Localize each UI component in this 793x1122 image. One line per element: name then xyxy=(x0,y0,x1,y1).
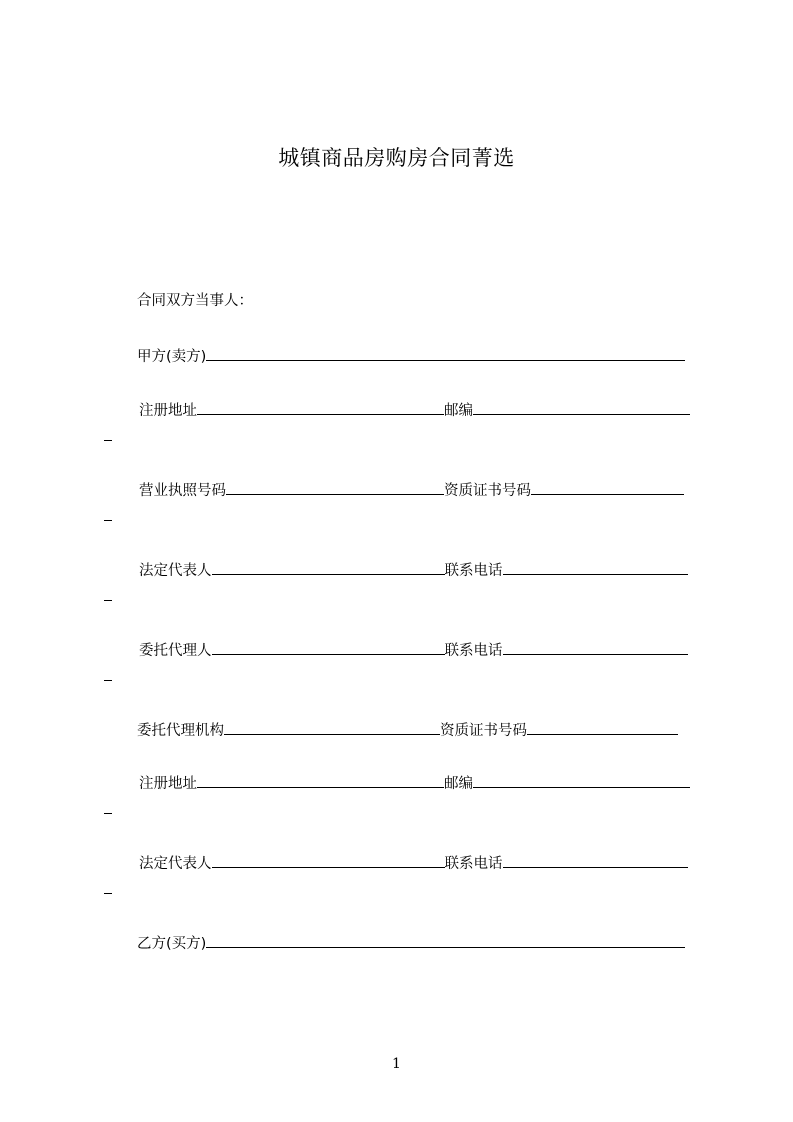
postcode-blank xyxy=(473,399,690,415)
license-row xyxy=(139,479,684,500)
dash-mark xyxy=(104,813,112,814)
postcode-label: 邮编 xyxy=(444,776,473,792)
phone-blank xyxy=(503,559,688,575)
phone-label: 联系电话 xyxy=(444,643,503,659)
reg-address-label: 注册地址 xyxy=(139,776,197,792)
buyer-row xyxy=(137,932,685,953)
dash-mark xyxy=(104,893,112,894)
agency-address-row xyxy=(139,772,690,793)
dash-mark xyxy=(104,520,112,521)
phone-label: 联系电话 xyxy=(444,563,503,579)
phone-label: 联系电话 xyxy=(444,856,503,872)
seller-label: 甲方(卖方) xyxy=(137,349,207,365)
phone-blank xyxy=(503,639,688,655)
legal-rep-label: 法定代表人 xyxy=(139,856,212,872)
dash-mark xyxy=(104,680,112,681)
dash-mark xyxy=(104,440,112,441)
reg-address-blank xyxy=(197,399,444,415)
seller-address-row xyxy=(139,399,690,420)
agency-label: 委托代理机构 xyxy=(137,723,224,739)
page-number: 1 xyxy=(392,1056,401,1072)
parties-heading: 合同双方当事人： xyxy=(137,293,253,309)
reg-address-blank xyxy=(197,772,444,788)
postcode-blank xyxy=(473,772,690,788)
agent-row xyxy=(139,639,688,660)
legal-rep-blank xyxy=(212,852,445,868)
qualification-blank xyxy=(531,479,684,495)
reg-address-label: 注册地址 xyxy=(139,403,197,419)
agency-legal-rep-row xyxy=(139,852,688,873)
qualification-label: 资质证书号码 xyxy=(444,483,531,499)
business-license-blank xyxy=(226,479,444,495)
buyer-label: 乙方(买方) xyxy=(137,936,207,952)
postcode-label: 邮编 xyxy=(444,403,473,419)
dash-mark xyxy=(104,600,112,601)
seller-row xyxy=(137,345,685,366)
legal-rep-row xyxy=(139,559,688,580)
document-title: 城镇商品房购房合同菁选 xyxy=(278,146,515,170)
phone-blank xyxy=(503,852,688,868)
qualification-blank xyxy=(527,719,678,735)
agency-row xyxy=(137,719,678,740)
agent-label: 委托代理人 xyxy=(139,643,212,659)
legal-rep-label: 法定代表人 xyxy=(139,563,212,579)
legal-rep-blank xyxy=(212,559,445,575)
agency-blank xyxy=(224,719,440,735)
qualification-label: 资质证书号码 xyxy=(440,723,527,739)
seller-blank xyxy=(206,345,685,361)
business-license-label: 营业执照号码 xyxy=(139,483,226,499)
agent-blank xyxy=(212,639,445,655)
buyer-blank xyxy=(206,932,685,948)
